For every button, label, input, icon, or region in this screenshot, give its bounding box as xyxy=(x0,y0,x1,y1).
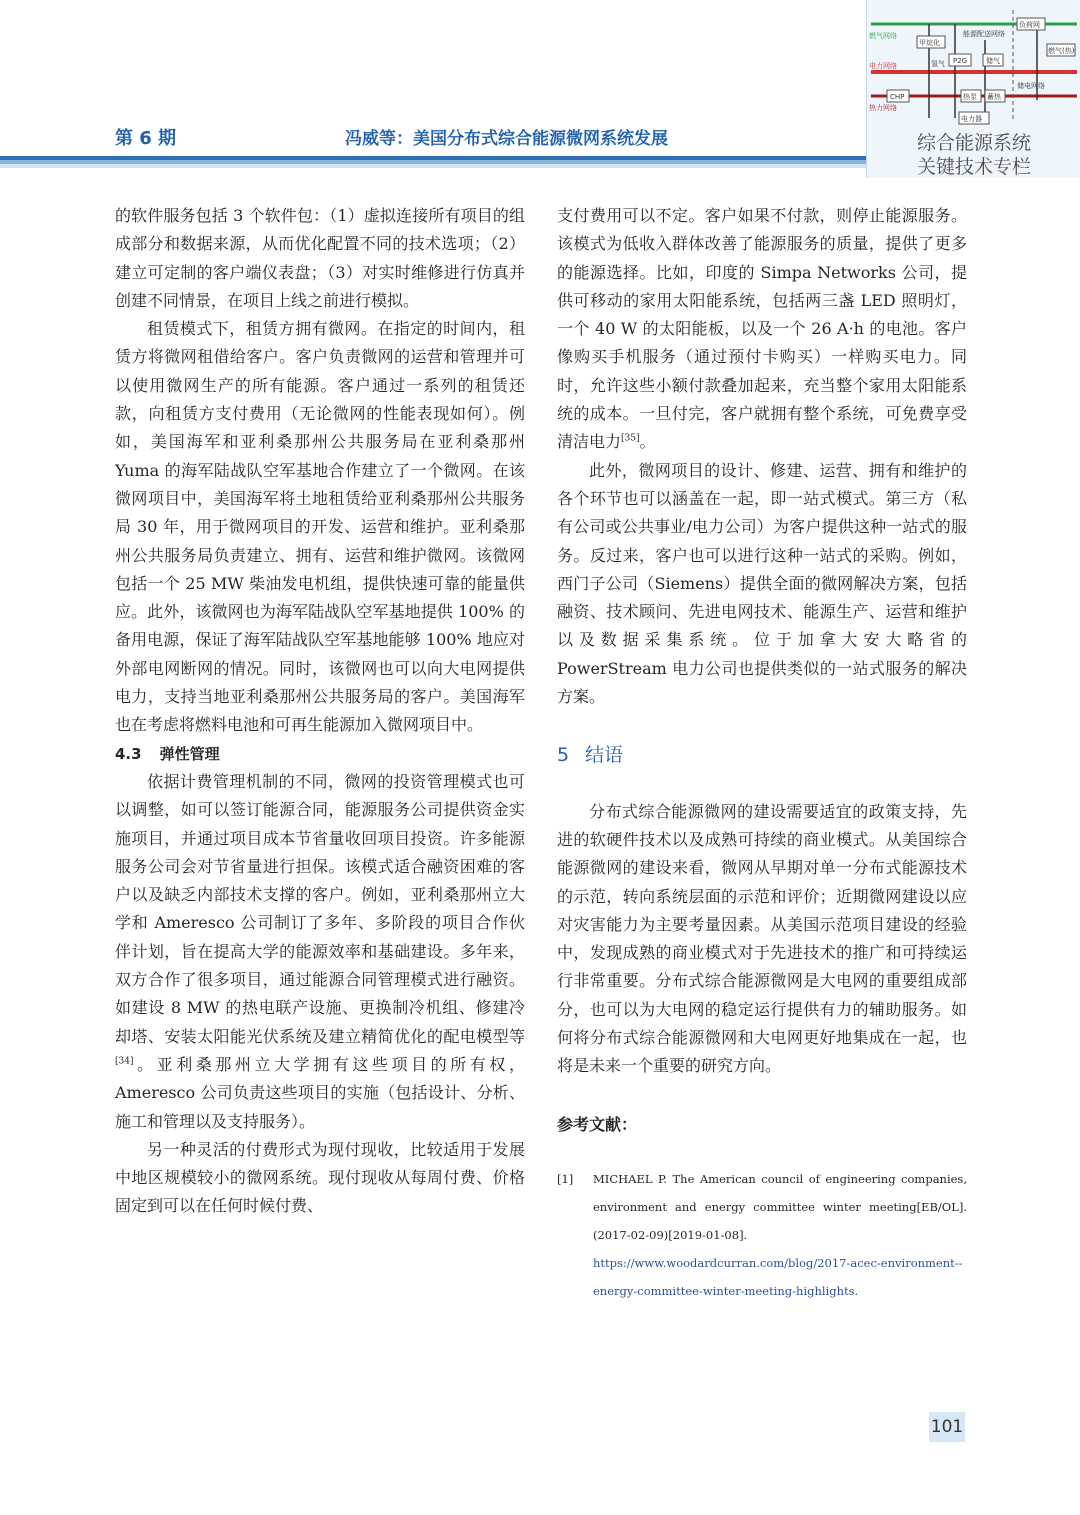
running-title: 冯威等：美国分布式综合能源微网系统发展 xyxy=(345,129,668,149)
left-paragraph-3-tail: 。亚利桑那州立大学拥有这些项目的所有权，Ameresco 公司负责这些项目的实施（包括设计、分析、施工和管理以及支持服务）。 xyxy=(115,1054,525,1131)
subsection-heading xyxy=(115,740,525,768)
page-number: 101 xyxy=(929,1412,965,1442)
right-paragraph-1 xyxy=(557,202,967,457)
column-logo xyxy=(866,0,1080,178)
reference-item xyxy=(557,1165,967,1305)
citation-34[interactable]: [34] xyxy=(115,1056,134,1067)
svg-text:CHP: CHP xyxy=(890,93,905,101)
section-title: 结语 xyxy=(585,744,624,767)
references-title: 参考文献： xyxy=(557,1114,638,1134)
energy-network-diagram xyxy=(867,0,1080,130)
svg-text:蓄热: 蓄热 xyxy=(987,93,1001,101)
svg-text:储电网络: 储电网络 xyxy=(1017,82,1045,90)
right-paragraph-1-text: 支付费用可以不定。客户如果不付款，则停止能源服务。该模式为低收入群体改善了能源服务的质量，提供了更多的能源选择。比如，印度的 Simpa Networks 公司，提供可移动的家用太阳能系统，包括两三盏 LED 照明灯，一个 40 W 的太阳能板，以及一个 26 A·h 的电池。客户像购买手机服务（通过预付卡购买）一样购买电力。同时，允许这些小额付款叠加起来，充当整个家用太阳能系统的成本。一旦付完，客户就拥有整个系统，可免费享受清洁电力 xyxy=(557,206,967,452)
subsection-number: 4.3 xyxy=(115,744,142,763)
svg-text:电力器: 电力器 xyxy=(961,115,982,123)
reference-text: MICHAEL P. The American council of engineering companies, environment and energy committee winter meeting[EB/OL]. (2017-02-09)[2019-01-08]. xyxy=(593,1171,967,1242)
header-rule xyxy=(0,156,868,168)
reference-body xyxy=(593,1165,967,1305)
svg-text:负荷网: 负荷网 xyxy=(1019,21,1040,29)
citation-35[interactable]: [35] xyxy=(621,434,640,445)
right-column xyxy=(557,202,967,1305)
svg-text:热力网络: 热力网络 xyxy=(869,104,897,112)
svg-text:氢气: 氢气 xyxy=(931,60,945,68)
right-paragraph-2: 此外，微网项目的设计、修建、运营、拥有和维护的各个环节也可以涵盖在一起，即一站式模式。第三方（私有公司或公共事业/电力公司）为客户提供这种一站式的服务。反过来，客户也可以进行这种一站式的采购。例如，西门子公司（Siemens）提供全面的微网解决方案，包括融资、技术顾问、先进电网技术、能源生产、运营和维护以及数据采集系统。位于加拿大安大略省的 PowerStream 电力公司也提供类似的一站式服务的解决方案。 xyxy=(557,460,967,707)
svg-text:能源配送网络: 能源配送网络 xyxy=(963,30,1005,38)
svg-text:热泵: 热泵 xyxy=(963,93,977,101)
issue-label: 第 6 期 xyxy=(115,128,177,149)
svg-text:甲烷化: 甲烷化 xyxy=(919,39,940,47)
left-paragraph-2: 租赁模式下，租赁方拥有微网。在指定的时间内，租赁方将微网租借给客户。客户负责微网的运营和管理并可以使用微网生产的所有能源。客户通过一系列的租赁还款，向租赁方支付费用（无论微网的性能表现如何）。例如，美国海军和亚利桑那州公共服务局在亚利桑那州 Yuma 的海军陆战队空军基地合作建立了一个微网。在该微网项目中，美国海军将土地租赁给亚利桑那州公共服务局 30 年，用于微网项目的开发、运营和维护。亚利桑那州公共服务局负责建立、拥有、运营和维护微网。该微网包括一个 25 MW 柴油发电机组，提供快速可靠的能量供应。此外，该微网也为海军陆战队空军基地提供 100% 的备用电源，保证了海军陆战队空军基地能够 100% 地应对外部电网断网的情况。同时，该微网也可以向大电网提供电力，支持当地亚利桑那州公共服务局的客户。美国海军也在考虑将燃料电池和可再生能源加入微网项目中。 xyxy=(115,319,525,735)
left-paragraph-4: 另一种灵活的付费形式为现付现收，比较适用于发展中地区规模较小的微网系统。现付现收从每周付费、价格固定到可以在任何时候付费、 xyxy=(115,1139,525,1216)
svg-text:电力网络: 电力网络 xyxy=(869,62,897,70)
section-heading xyxy=(557,741,967,769)
left-paragraph-3 xyxy=(115,768,525,1136)
left-column xyxy=(115,202,525,1221)
svg-text:P2G: P2G xyxy=(953,57,968,65)
logo-line-2: 关键技术专栏 xyxy=(916,156,1031,178)
svg-text:燃气网络: 燃气网络 xyxy=(869,32,897,40)
svg-text:燃气(热): 燃气(热) xyxy=(1048,47,1075,55)
reference-url-link[interactable]: https://www.woodardcurran.com/blog/2017-acec-environment--energy-committee-winter-meeting-highlights. xyxy=(593,1255,963,1298)
right-paragraph-3: 分布式综合能源微网的建设需要适宜的政策支持，先进的软硬件技术以及成熟可持续的商业模式。从美国综合能源微网的建设来看，微网从早期对单一分布式能源技术的示范，转向系统层面的示范和评价；近期微网建设以应对灾害能力为主要考量因素。从美国示范项目建设的经验中，发现成熟的商业模式对于先进技术的推广和可持续运行非常重要。分布式综合能源微网是大电网的重要组成部分，也可以为大电网的稳定运行提供有力的辅助服务。如何将分布式综合能源微网和大电网更好地集成在一起，也将是未来一个重要的研究方向。 xyxy=(557,801,967,1076)
reference-number: [1] xyxy=(557,1171,574,1186)
left-paragraph-1: 的软件服务包括 3 个软件包：（1）虚拟连接所有项目的组成部分和数据来源，从而优化配置不同的技术选项；（2）建立可定制的客户端仪表盘；（3）对实时维修进行仿真并创建不同情景，在项目上线之前进行模拟。 xyxy=(115,206,525,310)
subsection-title: 弹性管理 xyxy=(159,744,220,763)
right-paragraph-1-tail: 。 xyxy=(639,432,656,452)
logo-line-1: 综合能源系统 xyxy=(916,132,1031,154)
left-paragraph-3-text: 依据计费管理机制的不同，微网的投资管理模式也可以调整，如可以签订能源合同，能源服务公司提供资金实施项目，并通过项目成本节省量收回项目投资。许多能源服务公司会对节省量进行担保。该模式适合融资困难的客户以及缺乏内部技术支撑的客户。例如，亚利桑那州立大学和 Ameresco 公司制订了多年、多阶段的项目合作伙伴计划，旨在提高大学的能源效率和基础建设。多年来，双方合作了很多项目，通过能源合同管理模式进行融资。如建设 8 MW 的热电联产设施、更换制冷机组、修建冷却塔、安装太阳能光伏系统及建立精简优化的配电模型等 xyxy=(115,771,525,1046)
section-number: 5 xyxy=(557,744,570,767)
svg-text:储气: 储气 xyxy=(986,57,1000,65)
